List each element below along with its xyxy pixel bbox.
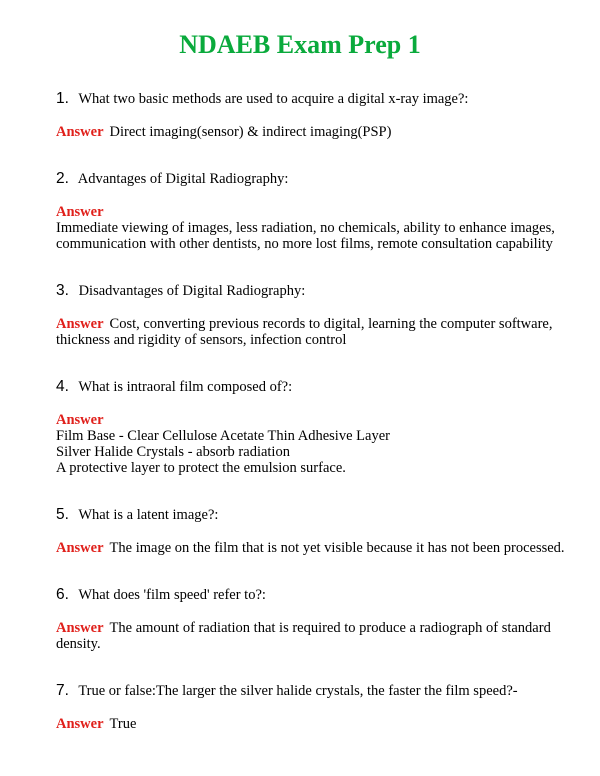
- page-title: NDAEB Exam Prep 1: [179, 30, 421, 59]
- question: [56, 506, 576, 524]
- qa-item-2: [56, 170, 576, 252]
- answer-label: Answer: [56, 204, 104, 220]
- question-text: True or false:The larger the silver halide crystals, the faster the film speed?-: [78, 683, 518, 699]
- answer: [56, 540, 576, 556]
- answer-text: Silver Halide Crystals - absorb radiation: [56, 444, 290, 460]
- qa-item-3: [56, 282, 576, 348]
- question-number: 1.: [56, 90, 69, 107]
- answer-text: communication with other dentists, no more lost films, remote consultation capability: [56, 236, 553, 252]
- answer-text: The amount of radiation that is required to produce a radiograph of standard: [109, 620, 551, 636]
- answer-text: Film Base - Clear Cellulose Acetate Thin Adhesive Layer: [56, 428, 390, 444]
- answer-text: Cost, converting previous records to digital, learning the computer software,: [109, 316, 553, 332]
- question-number: 2.: [56, 170, 69, 187]
- qa-item-1: [56, 90, 576, 140]
- qa-item-5: [56, 506, 576, 556]
- question-text: What does 'film speed' refer to?:: [78, 587, 266, 603]
- answer: [56, 316, 576, 348]
- answer-text: density.: [56, 636, 101, 652]
- answer-text: True: [109, 716, 137, 732]
- answer: [56, 620, 576, 652]
- qa-item-4: [56, 378, 576, 476]
- question-text: What is a latent image?:: [78, 507, 219, 523]
- question: [56, 586, 576, 604]
- answer: [56, 204, 576, 252]
- question: [56, 682, 576, 700]
- answer-text: Direct imaging(sensor) & indirect imaging(PSP): [109, 124, 392, 140]
- question-number: 7.: [56, 682, 69, 699]
- question: [56, 170, 576, 188]
- question-text: Disadvantages of Digital Radiography:: [78, 283, 306, 299]
- answer: [56, 412, 576, 476]
- answer-label: Answer: [56, 124, 104, 140]
- question-number: 3.: [56, 282, 69, 299]
- question-number: 4.: [56, 378, 69, 395]
- question-text: Advantages of Digital Radiography:: [77, 171, 289, 187]
- answer-text: A protective layer to protect the emulsion surface.: [56, 460, 346, 476]
- answer: [56, 124, 576, 140]
- answer-label: Answer: [56, 412, 104, 428]
- question-text: What two basic methods are used to acquire a digital x-ray image?:: [78, 91, 469, 107]
- answer-text: thickness and rigidity of sensors, infection control: [56, 332, 347, 348]
- answer-label: Answer: [56, 620, 104, 636]
- answer-text: The image on the film that is not yet visible because it has not been processed.: [109, 540, 565, 556]
- answer-label: Answer: [56, 716, 104, 732]
- qa-item-6: [56, 586, 576, 652]
- question-number: 5.: [56, 506, 69, 523]
- answer-text: Immediate viewing of images, less radiation, no chemicals, ability to enhance images,: [56, 220, 555, 236]
- question: [56, 378, 576, 396]
- question: [56, 90, 576, 108]
- question: [56, 282, 576, 300]
- question-number: 6.: [56, 586, 69, 603]
- answer-label: Answer: [56, 316, 104, 332]
- answer: [56, 716, 576, 732]
- answer-label: Answer: [56, 540, 104, 556]
- qa-item-7: [56, 682, 576, 732]
- question-text: What is intraoral film composed of?:: [78, 379, 293, 395]
